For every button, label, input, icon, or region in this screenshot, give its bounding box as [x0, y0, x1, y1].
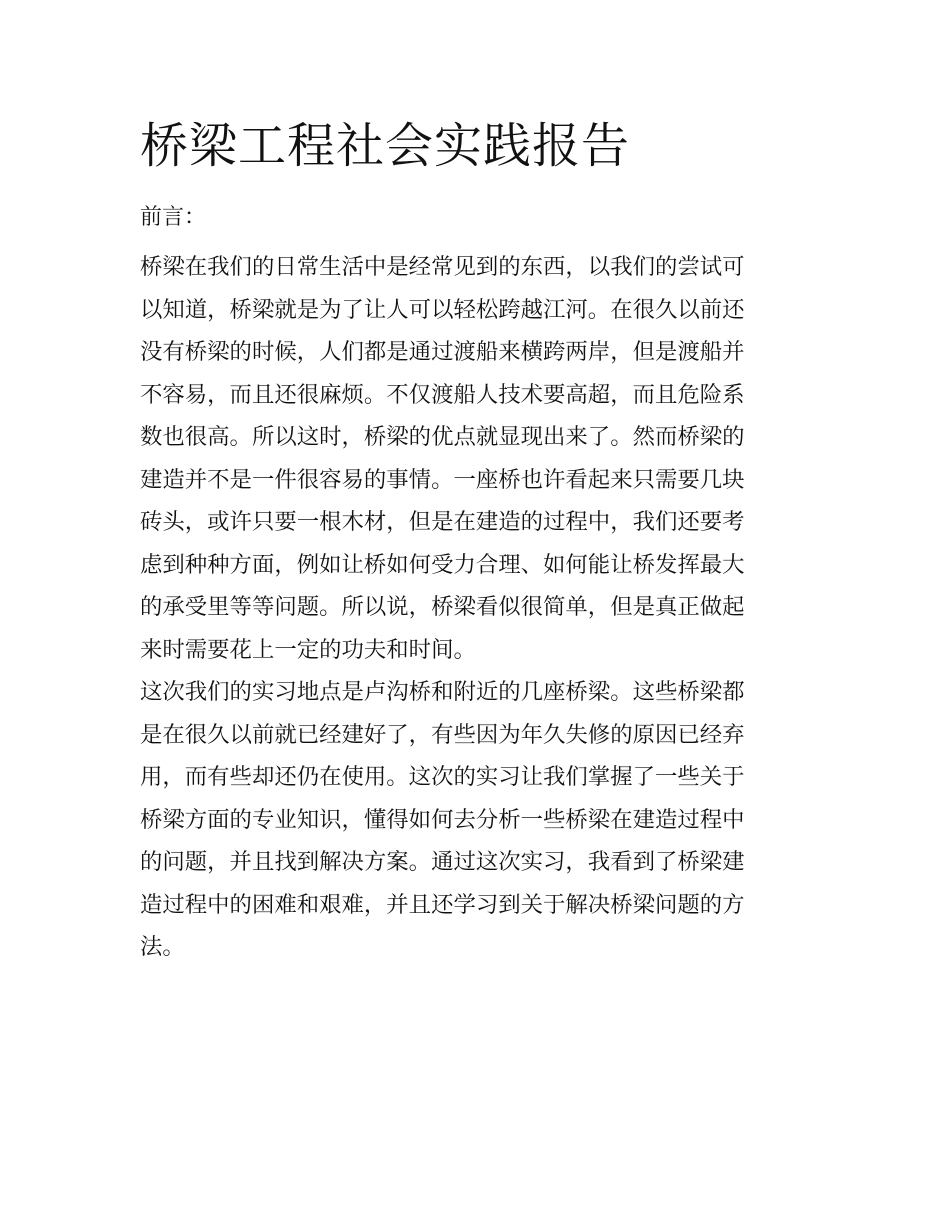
text-line: 不容易，而且还很麻烦。不仅渡船人技术要高超，而且危险系 — [140, 381, 745, 408]
text-line: 建造并不是一件很容易的事情。一座桥也许看起来只需要几块 — [140, 466, 745, 493]
text-line: 造过程中的困难和艰难，并且还学习到关于解决桥梁问题的方 — [140, 891, 745, 918]
text-line: 来时需要花上一定的功夫和时间。 — [140, 636, 476, 663]
text-line: 用，而有些却还仍在使用。这次的实习让我们掌握了一些关于 — [140, 764, 745, 790]
text-line: 数也很高。所以这时，桥梁的优点就显现出来了。然而桥梁的 — [140, 424, 745, 450]
text-line: 这次我们的实习地点是卢沟桥和附近的几座桥梁。这些桥梁都 — [140, 679, 745, 705]
text-line: 是在很久以前就已经建好了，有些因为年久失修的原因已经弃 — [140, 721, 745, 748]
paragraph-1 — [140, 246, 812, 671]
text-line: 桥梁方面的专业知识，懂得如何去分析一些桥梁在建造过程中 — [140, 806, 745, 833]
text-line: 以知道，桥梁就是为了让人可以轻松跨越江河。在很久以前还 — [140, 296, 745, 323]
text-line: 的承受里等等问题。所以说，桥梁看似很简单，但是真正做起 — [140, 594, 745, 620]
paragraph-2 — [140, 671, 812, 969]
preface-label: 前言： — [140, 205, 207, 230]
text-line: 法。 — [140, 934, 185, 960]
text-line: 砖头，或许只要一根木材，但是在建造的过程中，我们还要考 — [140, 509, 745, 535]
document-page — [140, 110, 812, 969]
text-line: 的问题，并且找到解决方案。通过这次实习，我看到了桥梁建 — [140, 849, 745, 875]
text-line: 虑到种种方面，例如让桥如何受力合理、如何能让桥发挥最大 — [140, 551, 745, 578]
text-line: 没有桥梁的时候，人们都是通过渡船来横跨两岸，但是渡船并 — [140, 339, 745, 365]
document-title: 桥梁工程社会实践报告 — [140, 118, 631, 174]
text-line: 桥梁在我们的日常生活中是经常见到的东西，以我们的尝试可 — [140, 254, 745, 280]
